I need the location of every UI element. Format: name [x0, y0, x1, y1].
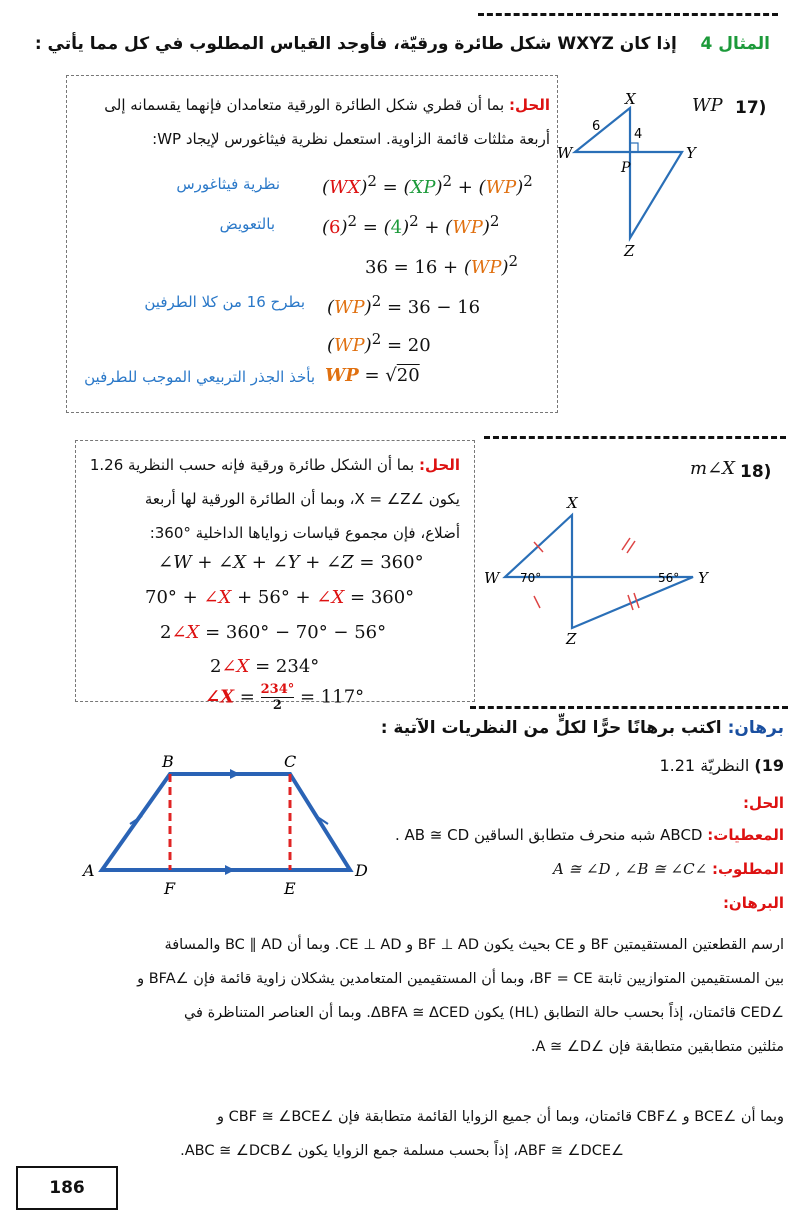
q17-reason-2: بالتعويض	[219, 215, 275, 233]
q18-kite-figure	[480, 490, 720, 645]
example-label: المثال 4	[700, 34, 770, 54]
q18-separator	[484, 436, 786, 439]
q19-vertex-a: A	[83, 861, 95, 880]
q17-vertex-w: W	[557, 144, 573, 162]
proof-paragraph-1	[16, 928, 784, 1064]
q19-trapezoid-figure	[80, 752, 380, 902]
q17-number: 17)	[735, 98, 767, 118]
q17-kite-figure	[555, 90, 710, 260]
q17-eq-1: (WX)$^2$ = (XP)$^2$ + (WP)$^2$	[322, 172, 533, 198]
q18-solution-text-3: أضلاع، فإن مجموع قياسات زواياها الداخلية °360:	[149, 524, 460, 542]
given-label: المعطيات:	[707, 826, 784, 844]
proof-p1-line-4: مثلثين متطابقين متطابقة فإن ∠A ≅ ∠D.	[530, 1039, 784, 1055]
proof-label: البرهان:	[722, 894, 784, 912]
q18-angle-y: 56°	[658, 571, 680, 585]
example-header	[20, 34, 770, 54]
q18-vertex-x: X	[567, 494, 578, 512]
arrow-bc	[230, 769, 240, 779]
q18-eq-1: ∠W + ∠X + ∠Y + ∠Z = 360°	[158, 552, 424, 573]
q17-solution-text-2: أربعة مثلثات قائمة الزاوية. استعمل نظرية فيثاغورس لإيجاد WP:	[152, 130, 550, 148]
q18-vertex-z: Z	[566, 630, 577, 645]
q18-target: m∠X	[690, 458, 735, 479]
proof-p2-line-2: ∠ABF ≅ ∠DCE، إذاً بحسب مسلمة جمع الزوايا يكون ∠ABC ≅ ∠DCB.	[180, 1143, 624, 1159]
q17-eq-2: $(6)^2 = (4)^2 + (WP)^2$	[322, 212, 500, 238]
q17-side-label: 6	[592, 119, 601, 134]
right-angle-mark	[630, 143, 638, 152]
q17-vertex-y: Y	[686, 144, 696, 162]
proof-p1-line-3: ∠CED قائمتان، إذاً بحسب حالة التطابق (HL) يكون ΔBFA ≅ ΔCED. وبما أن العناصر المتناظرة في	[183, 1005, 784, 1021]
proof-paragraph-2	[16, 1100, 784, 1168]
required-label: المطلوب:	[711, 860, 784, 878]
page-number: 186	[16, 1166, 118, 1210]
q18-number: 18)	[740, 462, 772, 482]
proof-p1-line-2: بين المستقيمين المتوازيين ثابتة BF = CE، وبما أن المستقيمين المتعامدين يشكلان زاوية قائمة فإن ∠BFA و	[137, 971, 784, 987]
q17-target: WP	[692, 95, 723, 116]
q17-reason-6: بأخذ الجذر التربيعي الموجب للطرفين	[84, 368, 315, 386]
q18-solution-text-2: يكون ∠X = ∠Z، وبما أن الطائرة الورقية لها أربعة	[144, 490, 460, 508]
q18-eq-4: 2∠X = 234°	[210, 656, 320, 677]
given-text: ABCD شبه منحرف متطابق الساقين AB ≅ CD .	[394, 826, 703, 844]
q18-solution-intro	[70, 448, 460, 550]
q19-vertex-b: B	[162, 752, 174, 771]
required-text: ∠A ≅ ∠D , ∠B ≅ ∠C	[553, 860, 708, 878]
q18-eq-5: ∠X = $\frac{234^\circ}{2}$ = 117°	[205, 682, 365, 713]
q17-vertex-z: Z	[624, 242, 635, 260]
q17-eq-6: WP = √20	[325, 365, 420, 386]
proof-p1-line-1: ارسم القطعتين المستقيمتين BF و CE بحيث يكون BF ⊥ AD و CE ⊥ AD. وبما أن BC ∥ AD والمسافة	[164, 937, 784, 953]
q18-eq-3: 2∠X = 360° − 70° − 56°	[160, 622, 387, 643]
q18-angle-w: 70°	[520, 571, 542, 585]
q18-vertex-y: Y	[698, 569, 708, 587]
q17-eq-5: (WP)$^2$ = 20	[327, 330, 431, 356]
q18-solution-text-1: بما أن الشكل طائرة ورقية فإنه حسب النظرية 1.26	[89, 456, 415, 474]
q19-number: 19)	[754, 756, 784, 775]
q19-vertex-c: C	[284, 752, 297, 771]
q17-reason-1: نظرية فيثاغورس	[176, 175, 280, 193]
proof-heading-label: برهان:	[727, 718, 784, 738]
tick-xy-1	[622, 538, 630, 550]
q17-eq-4: (WP)$^2$ = 36 − 16	[327, 292, 481, 318]
arrow-ad	[225, 865, 235, 875]
tick-xy-2	[627, 541, 635, 553]
proof-heading-text: اكتب برهانًا حرًّا لكلٍّ من النظريات الآتية :	[380, 718, 722, 738]
example-text: إذا كان WXYZ شكل طائرة ورقيّة، فأوجد القياس المطلوب في كل مما يأتي :	[34, 34, 677, 54]
q17-solution-intro	[80, 88, 550, 156]
proof-separator	[470, 706, 788, 709]
q17-eq-3: 36 = 16 + (WP)$^2$	[365, 252, 519, 278]
q19-solution-label: الحل:	[743, 794, 784, 812]
q17-vertex-p: P	[621, 160, 631, 176]
q19-vertex-f: F	[164, 879, 176, 898]
q19-required	[344, 860, 784, 878]
q19-vertex-d: D	[355, 861, 368, 880]
q17-vertex-x: X	[625, 90, 636, 108]
q17-diag-label: 4	[634, 127, 643, 142]
trapezoid-outline	[102, 774, 350, 870]
top-separator	[478, 13, 778, 16]
tick-wz	[534, 596, 540, 608]
q17-solution-text-1: بما أن قطري شكل الطائرة الورقية متعامدان فإنهما يقسمانه إلى	[104, 96, 505, 114]
q19-vertex-e: E	[284, 879, 296, 898]
proof-p2-line-1: وبما أن ∠BCE و ∠CBF قائمتان، وبما أن جميع الزوايا القائمة متطابقة فإن ∠CBF ≅ ∠BCE و	[216, 1109, 784, 1125]
q18-solution-label: الحل:	[419, 456, 460, 474]
q19-text: النظريّة 1.21	[659, 756, 750, 775]
proof-heading	[24, 718, 784, 738]
q17-solution-label: الحل:	[509, 96, 550, 114]
q18-vertex-w: W	[484, 569, 500, 587]
q17-reason-4: بطرح 16 من كلا الطرفين	[144, 293, 305, 311]
q19-given	[344, 826, 784, 844]
q18-eq-2: 70° + ∠X + 56° + ∠X = 360°	[145, 587, 415, 608]
q19-title	[484, 756, 784, 775]
